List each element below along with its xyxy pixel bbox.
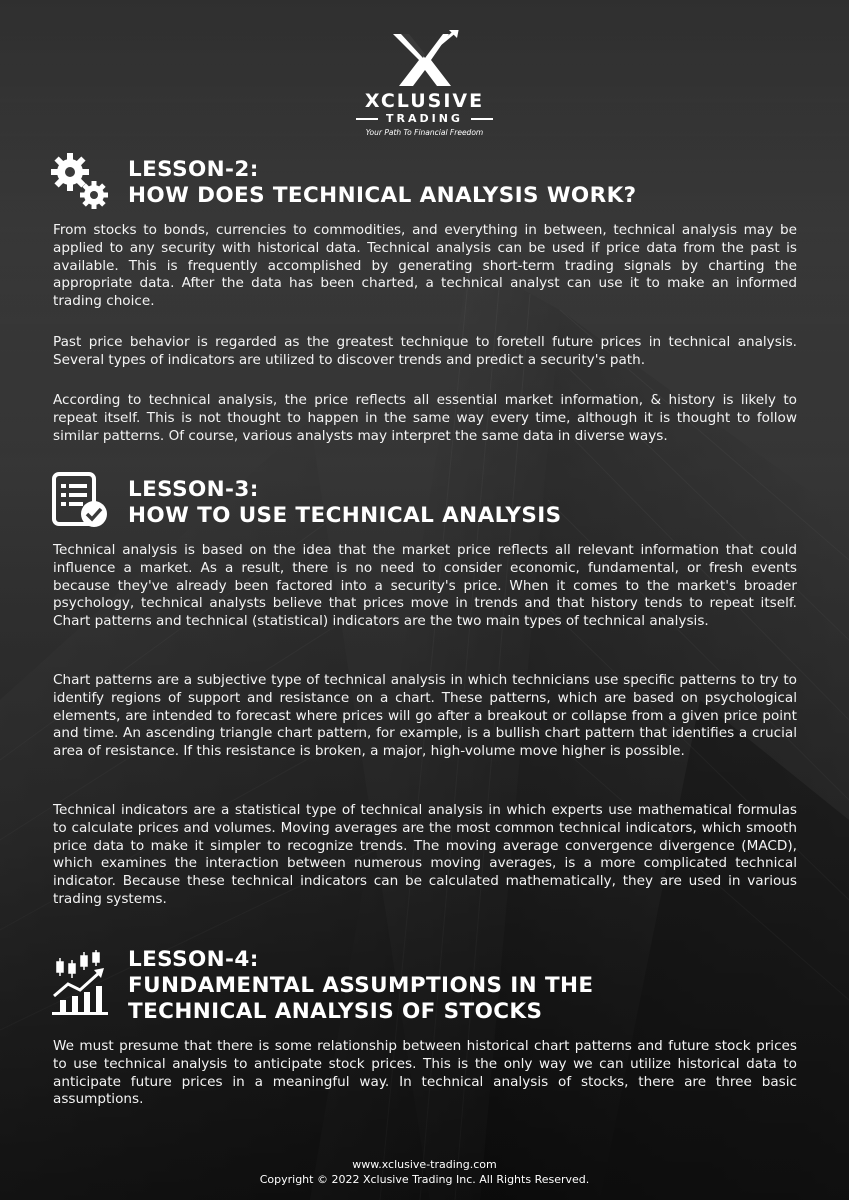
divider bbox=[356, 118, 378, 120]
brand-sub-row bbox=[0, 112, 849, 126]
lesson-4-title-line-1: FUNDAMENTAL ASSUMPTIONS IN THE bbox=[128, 973, 594, 998]
footer-copyright: Copyright © 2022 Xclusive Trading Inc. All Rights Reserved. bbox=[259, 1173, 590, 1186]
brand-sub: TRADING bbox=[386, 112, 463, 125]
gears-icon bbox=[50, 152, 112, 218]
lesson-4-paragraph-1: We must presume that there is some relationship between historical chart patterns and future stock prices to use technical analysis to anticipate stock prices. This is the only way we can utilize historical data to anticipate future prices in a meaningful way. In technical analysis of stocks, there are three basic assumptions. bbox=[53, 1038, 797, 1108]
lesson-2-title: HOW DOES TECHNICAL ANALYSIS WORK? bbox=[128, 183, 637, 208]
divider bbox=[471, 118, 493, 120]
candlestick-chart-icon bbox=[50, 948, 112, 1022]
brand-logo bbox=[0, 30, 849, 138]
document-check-icon bbox=[50, 472, 112, 534]
lesson-2-heading bbox=[50, 152, 637, 218]
lesson-3-paragraph-2: Chart patterns are a subjective type of technical analysis in which technicians use specific patterns to try to identify regions of support and resistance on a chart. These patterns, which are based on psychological elements, are intended to forecast where prices will go after a breakout or collapse from a given price point and time. An ascending triangle chart pattern, for example, is a bullish chart pattern that identifies a crucial area of resistance. If this resistance is broken, a major, high-volume move higher is possible. bbox=[53, 672, 797, 760]
lesson-3-number: LESSON-3: bbox=[128, 477, 259, 502]
lesson-4-number: LESSON-4: bbox=[128, 947, 259, 972]
lesson-3-title: HOW TO USE TECHNICAL ANALYSIS bbox=[128, 503, 562, 528]
xclusive-logo-icon bbox=[385, 30, 465, 88]
footer-website-link[interactable]: www.xclusive-trading.com bbox=[352, 1158, 497, 1171]
lesson-4-heading bbox=[50, 948, 594, 1025]
brand-name: XCLUSIVE bbox=[364, 90, 485, 112]
footer bbox=[0, 1157, 849, 1187]
lesson-2-paragraph-2: Past price behavior is regarded as the greatest technique to foretell future prices in technical analysis. Several types of indicators are utilized to discover trends and predict a security's path. bbox=[53, 334, 797, 368]
lesson-3-paragraph-1: Technical analysis is based on the idea that the market price reflects all relevant information that could influence a market. As a result, there is no need to consider economic, fundamental, or fresh events because they've already been factored into a security's price. When it comes to the market's broader psychology, technical analysts believe that prices move in trends and that history tends to repeat itself. Chart patterns and technical (statistical) indicators are the two main types of technical analysis. bbox=[53, 542, 797, 630]
lesson-4-title-line-2: TECHNICAL ANALYSIS OF STOCKS bbox=[128, 999, 543, 1024]
lesson-2-number: LESSON-2: bbox=[128, 157, 259, 182]
lesson-3-paragraph-3: Technical indicators are a statistical type of technical analysis in which experts use mathematical formulas to calculate prices and volumes. Moving averages are the most common technical indicators, which smooth price data to make it simpler to recognize trends. The moving average convergence divergence (MACD), which examines the interaction between numerous moving averages, is a more complicated technical indicator. Because these technical indicators can be calculated mathematically, they are used in various trading systems. bbox=[53, 802, 797, 907]
lesson-2-paragraph-3: According to technical analysis, the price reflects all essential market information, & history is likely to repeat itself. This is not thought to happen in the same way every time, although it is thought to follow similar patterns. Of course, various analysts may interpret the same data in diverse ways. bbox=[53, 392, 797, 444]
lesson-3-heading bbox=[50, 472, 562, 534]
lesson-2-paragraph-1: From stocks to bonds, currencies to commodities, and everything in between, technical analysis may be applied to any security with historical data. Technical analysis can be used if price data from the past is available. This is frequently accomplished by generating short-term trading signals by charting the appropriate data. After the data has been charted, a technical analyst can use it to make an informed trading choice. bbox=[53, 222, 797, 310]
brand-tagline: Your Path To Financial Freedom bbox=[365, 128, 484, 137]
